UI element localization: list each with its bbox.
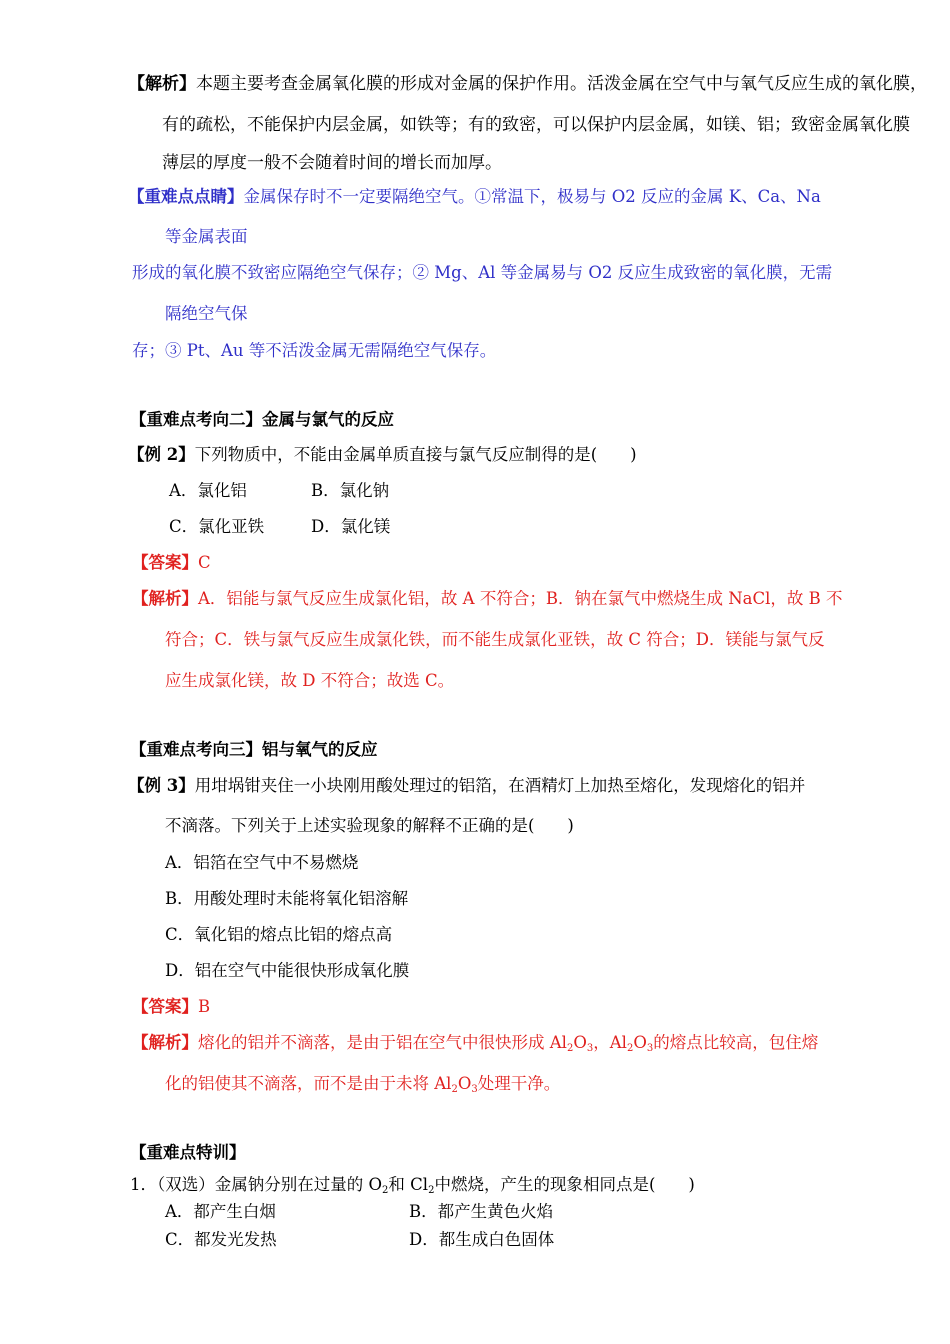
explanation-text: 处理干净。	[477, 1074, 561, 1093]
subscript: 3	[646, 1043, 654, 1054]
training-option-a: A．都产生白烟	[165, 1202, 276, 1221]
example2-option-d: D．氯化镁	[311, 517, 391, 536]
training-option-b: B．都产生黄色火焰	[409, 1202, 554, 1221]
example3-explanation-2	[165, 1073, 560, 1095]
tip-line-4: 隔绝空气保	[165, 304, 248, 323]
training-question-1	[130, 1174, 695, 1196]
example2-option-a: A．氯化铝	[169, 481, 247, 500]
example2-text: 下列物质中，不能由金属单质直接与氯气反应制得的是( )	[194, 445, 637, 464]
example3-answer	[132, 996, 210, 1018]
training-option-d: D．都生成白色固体	[409, 1230, 555, 1249]
section2-heading: 【重难点考向二】金属与氯气的反应	[130, 410, 394, 429]
explanation-text: O	[633, 1033, 647, 1052]
example2-explanation-2: 符合；C．铁与氯气反应生成氯化铁，而不能生成氯化亚铁，故 C 符合；D．镁能与氯气反	[165, 630, 825, 649]
example3-option-b: B．用酸处理时未能将氧化铝溶解	[165, 889, 409, 908]
example2-tag: 【例 2】	[128, 445, 195, 464]
intro-line-2: 有的疏松，不能保护内层金属，如铁等；有的致密，可以保护内层金属，如镁、铝；致密金属氧化膜	[162, 115, 910, 135]
subscript: 2	[566, 1043, 574, 1054]
tip-line-2: 等金属表面	[165, 227, 248, 246]
tip-text: 金属保存时不一定要隔绝空气。①常温下，极易与 O2 反应的金属 K、Ca、Na	[243, 187, 821, 206]
subscript: 2	[451, 1084, 458, 1095]
section3-heading: 【重难点考向三】铝与氧气的反应	[130, 740, 378, 759]
explanation-text: 熔化的铝并不滴落，是由于铝在空气中很快形成 Al	[198, 1033, 567, 1052]
example3-explanation-1	[132, 1032, 818, 1054]
analysis-tag: 【解析】	[128, 74, 196, 94]
answer-value: C	[198, 553, 211, 572]
tip-line-5: 存；③ Pt、Au 等不活泼金属无需隔绝空气保存。	[132, 341, 497, 360]
answer-tag: 【答案】	[132, 997, 198, 1016]
training-option-c: C．都发光发热	[165, 1230, 277, 1249]
example2-option-c: C．氯化亚铁	[169, 517, 265, 536]
training-heading: 【重难点特训】	[130, 1143, 246, 1162]
question-number: 1．	[130, 1175, 157, 1194]
tip-line-1	[128, 186, 821, 208]
intro-line-1	[128, 73, 927, 95]
intro-line-3: 薄层的厚度一般不会随着时间的增长而加厚。	[162, 153, 502, 173]
explanation-text: O	[573, 1033, 587, 1052]
explanation-text: 化的铝使其不滴落，而不是由于未将 Al	[165, 1074, 452, 1093]
subscript: 2	[382, 1185, 389, 1196]
explanation-text: A．铝能与氯气反应生成氯化铝，故 A 不符合；B．钠在氯气中燃烧生成 NaCl，故 B 不	[198, 589, 843, 608]
question-text: （双选）金属钠分别在过量的 O	[157, 1175, 383, 1194]
explanation-text: 的熔点比较高，包住熔	[653, 1033, 819, 1052]
tip-line-3: 形成的氧化膜不致密应隔绝空气保存；② Mg、Al 等金属易与 O2 反应生成致密的氧化膜，无需	[132, 263, 833, 282]
intro-text: 本题主要考查金属氧化膜的形成对金属的保护作用。活泼金属在空气中与氧气反应生成的氧化膜，	[196, 74, 927, 94]
example3-option-c: C．氧化铝的熔点比铝的熔点高	[165, 925, 393, 944]
subscript: 3	[586, 1043, 594, 1054]
example3-option-d: D．铝在空气中能很快形成氧化膜	[165, 961, 410, 980]
example3-tag: 【例 3】	[128, 776, 195, 795]
subscript: 2	[428, 1185, 435, 1196]
explanation-tag: 【解析】	[132, 1033, 198, 1052]
example3-option-a: A．铝箔在空气中不易燃烧	[165, 853, 359, 872]
subscript: 3	[471, 1084, 478, 1095]
example2-option-b: B．氯化钠	[311, 481, 390, 500]
answer-tag: 【答案】	[132, 553, 198, 572]
explanation-text: O	[457, 1074, 472, 1093]
explanation-text: ，Al	[593, 1033, 627, 1052]
example3-question-2: 不滴落。下列关于上述实验现象的解释不正确的是( )	[165, 816, 574, 835]
example2-explanation-3: 应生成氯化镁，故 D 不符合；故选 C。	[165, 671, 455, 690]
tip-tag: 【重难点点睛】	[128, 187, 244, 206]
example2-answer	[132, 552, 211, 574]
answer-value: B	[198, 997, 211, 1016]
subscript: 2	[626, 1043, 634, 1054]
example2-question	[128, 444, 637, 466]
example2-explanation-1	[132, 588, 842, 610]
question-text: 和 Cl	[388, 1175, 429, 1194]
example3-text: 用坩埚钳夹住一小块刚用酸处理过的铝箔，在酒精灯上加热至熔化，发现熔化的铝并	[194, 776, 806, 795]
example3-question-1	[128, 775, 805, 797]
question-text: 中燃烧，产生的现象相同点是( )	[434, 1175, 695, 1194]
explanation-tag: 【解析】	[132, 589, 198, 608]
